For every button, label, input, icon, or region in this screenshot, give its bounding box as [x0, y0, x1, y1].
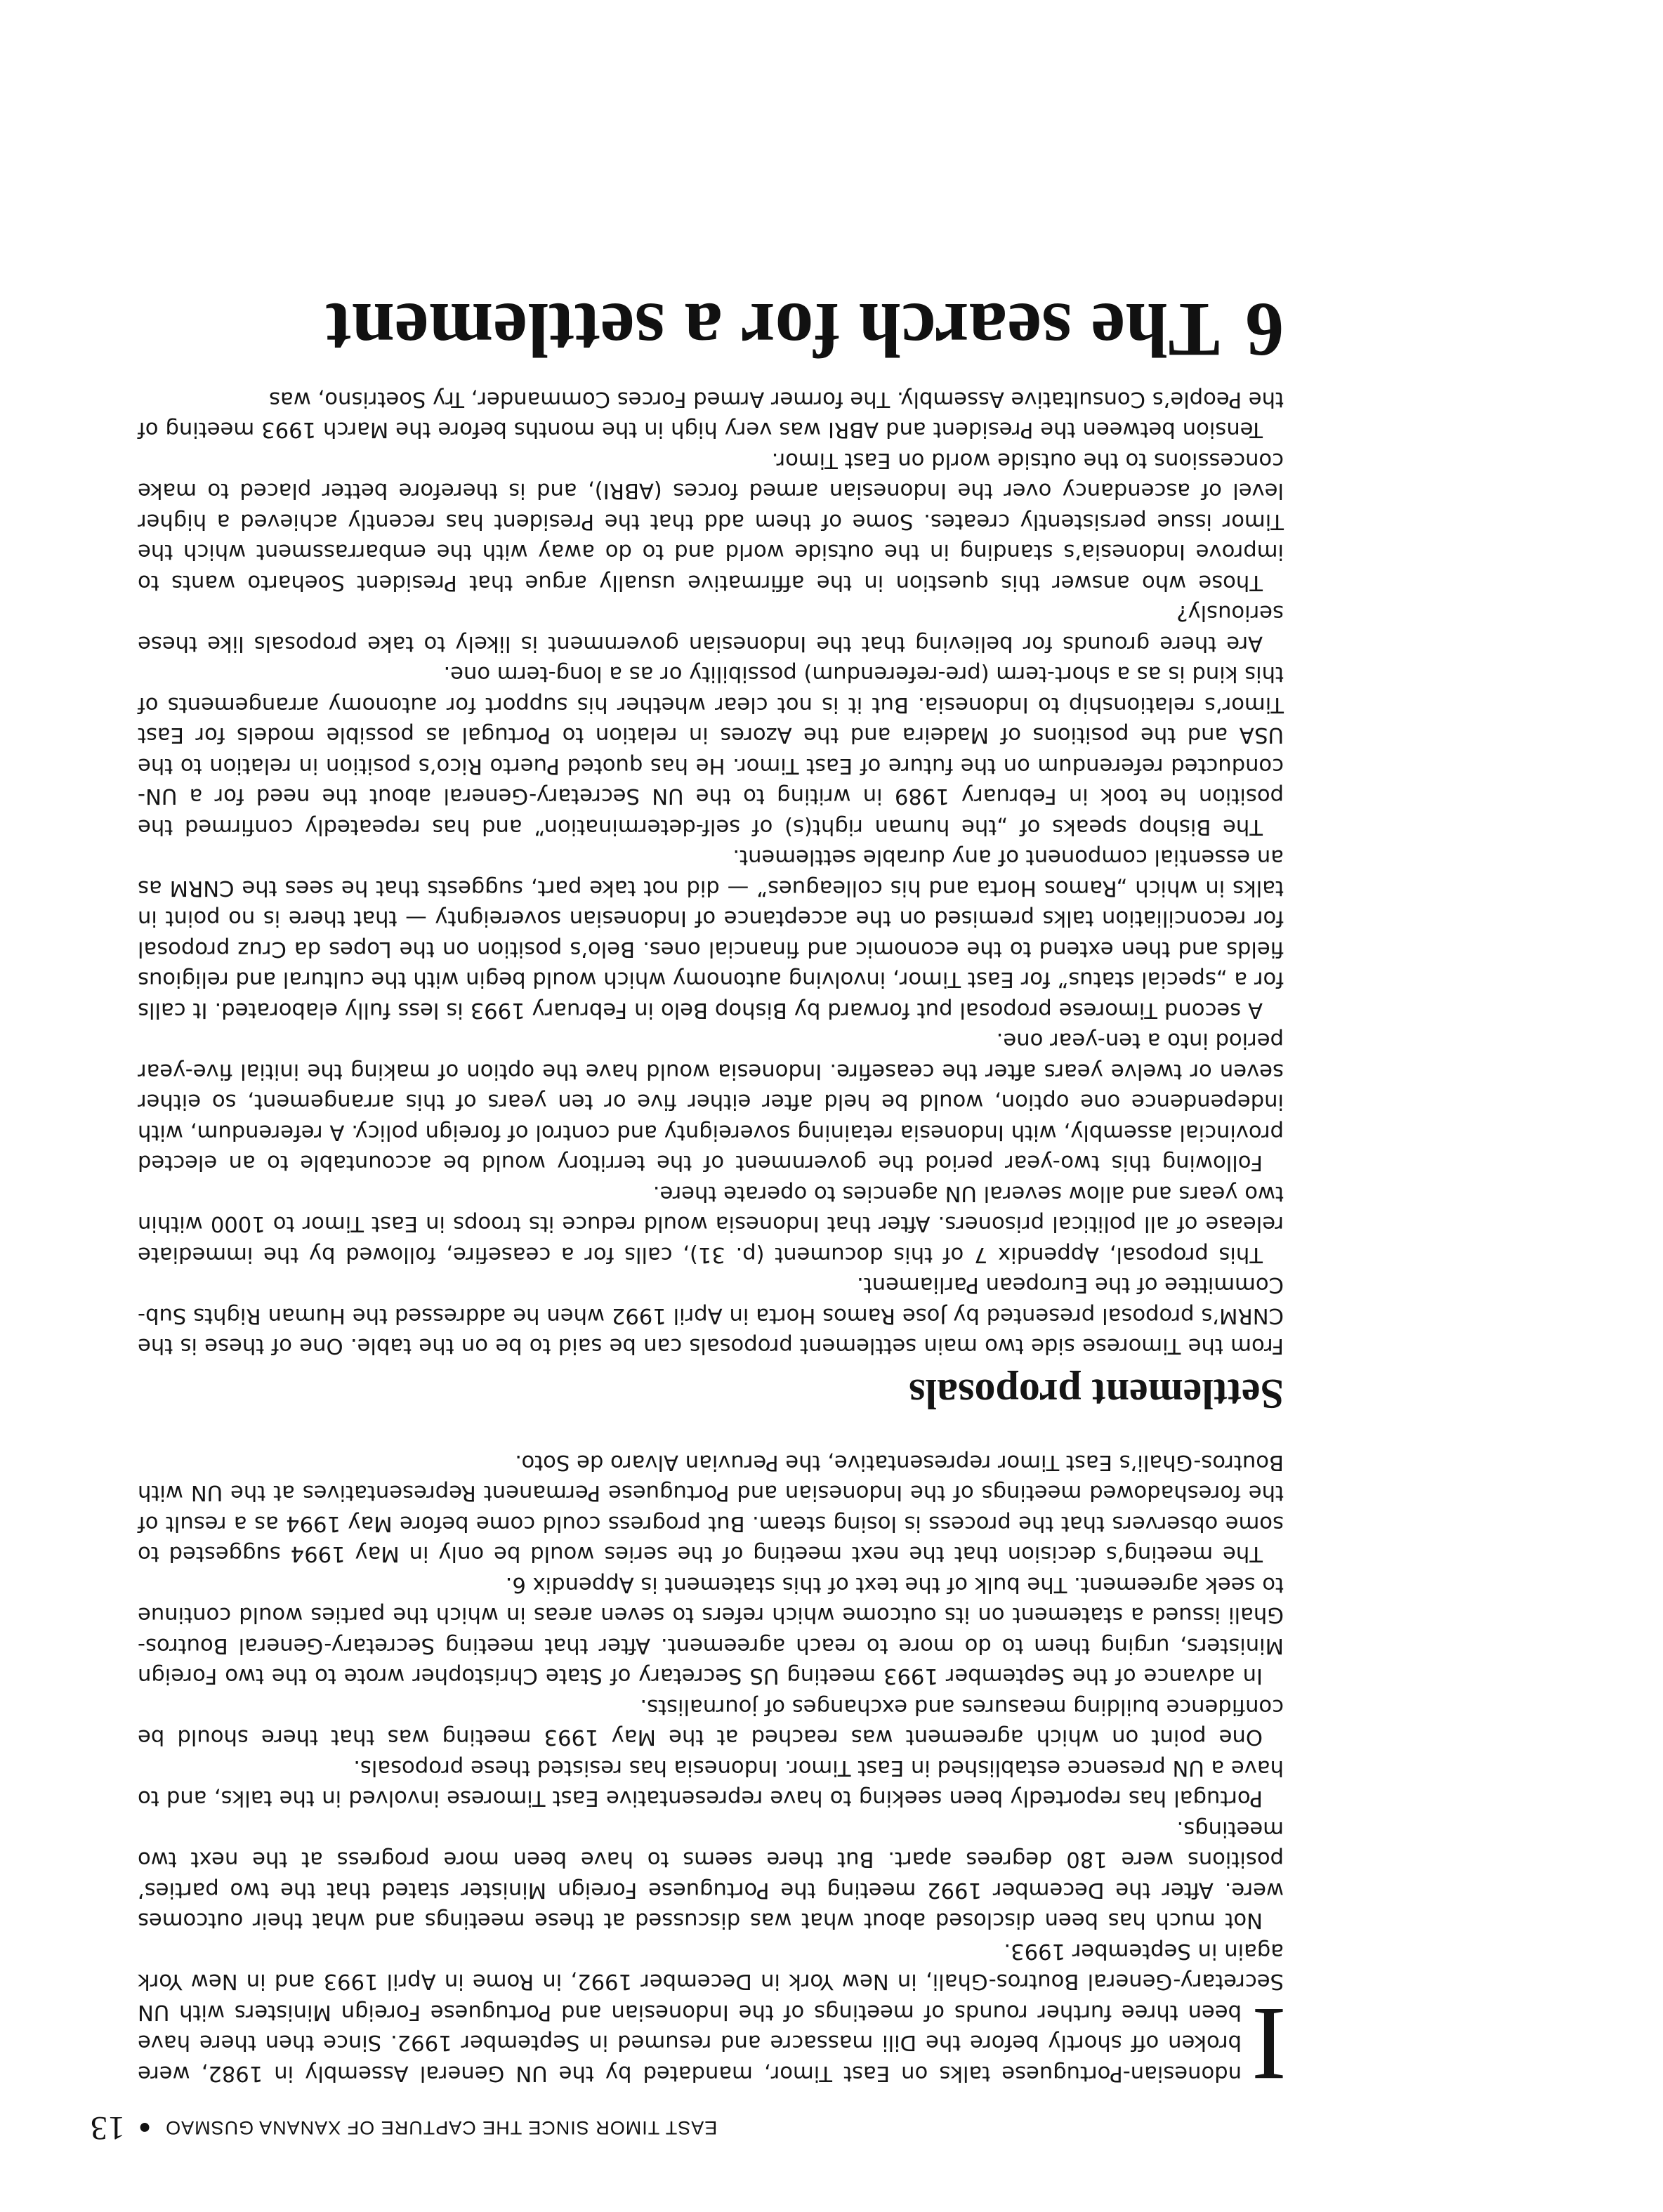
paragraph: This proposal, Appendix 7 of this document (p. 31), calls for a ceasefire, followed by the immediate release of all political prisoners. After that Indonesia would reduce its troops in East Timor to 1000 within two years and allow several UN agencies to operate there. [138, 1181, 1284, 1267]
paragraph: Tension between the President and ABRI was very high in the months before the March 1993 meeting of the People’s Consultative Assembly. The former Armed Forces Commander, Try Soetrisno, was [138, 387, 1284, 442]
chapter-title [326, 288, 1284, 372]
paragraph: Following this two-year period the government of the territory would be accountable to an elected provincial assembly, with Indonesia retaining sovereignty and control of foreign policy. A referendum, with independence one option, would be held after either five or ten years of this arrangement, so either seven or twelve years after the ceasefire. Indonesia would have the option of making the initial five-year period into a ten-year one. [138, 1028, 1284, 1176]
section-heading: Settlement proposals [909, 1371, 1284, 1418]
paragraph [138, 1936, 1287, 2102]
running-header [90, 2109, 1284, 2147]
paragraph: One point on which agreement was reached at the May 1993 meeting was that there should be confidence building measures and exchanges of journalists. [138, 1694, 1284, 1750]
paragraph: Those who answer this question in the affirmative usually argue that President Soeharto wants to improve Indonesia’s standing in the outside world and to do away with the embarrassment which the Timor issue persistently creates. Some of them add that the President has recently achieved a higher level of ascendancy over the Indonesian armed forces (ABRI), and is therefore better placed to make concessions to the outside world on East Timor. [138, 448, 1284, 595]
paragraph: The meeting’s decision that the next meeting of the series would be only in May 1994 suggested to some observers that the process is losing steam. But progress could come before May 1994 as a result of the foreshadowed meetings of the Indonesian and Portuguese Permanent Representatives at the UN with Boutros-Ghali’s East Timor representative, the Peruvian Alvaro de Soto. [138, 1450, 1284, 1567]
paragraph: A second Timorese proposal put forward by Bishop Belo in February 1993 is less fully elaborated. It calls for a „special status” for East Timor, involving autonomy which would begin with the cultural and religious fields and then extend to the economic and financial ones. Belo’s position on the Lopes da Cruz proposal for reconciliation talks premised on the acceptance of Indonesian sovereignty — that there is no point in talks in which „Ramos Horta and his colleagues” — did not take part, suggests that he sees the CNRM as an essential component of any durable settlement. [138, 845, 1284, 1022]
paragraph-text: ndonesian-Portuguese talks on East Timor, mandated by the UN General Assembly in 1982, were broken off shortly before the Dili massacre and resumed in September 1992. Since then there have been three further rounds of meetings of the Indonesian and Portuguese Foreign Ministers with UN Secretary-General Boutros-Ghali, in New York in December 1992, in Rome in April 1993 and in New York again in September 1993. [138, 1939, 1284, 2086]
chapter-title-text: The search for a settlement [326, 287, 1220, 373]
chapter-number: 6 [1245, 287, 1284, 373]
paragraph: Not much has been disclosed about what was discussed at these meetings and what their outcomes were. After the December 1992 meeting the Portuguese Foreign Minister stated that the two parties’ positions were 180 degrees apart. But there seems to have been more progress at the next two meetings. [138, 1817, 1284, 1933]
paragraph: From the Timorese side two main settlement proposals can be said to be on the table. One of these is the CNRM’s proposal presented by Jose Ramos Horta in April 1992 when he addressed the Human Rights Sub-Committee of the European Parliament. [138, 1272, 1284, 1359]
body-text [138, 384, 1287, 2102]
running-title: EAST TIMOR SINCE THE CAPTURE OF XANANA GUSMAO [165, 2117, 718, 2138]
paragraph: In advance of the September 1993 meeting US Secretary of State Christopher wrote to the two Foreign Ministers, urging them to do more to reach agreement. After that meeting Secretary-General Boutros-Ghali issued a statement on its outcome which refers to seven areas in which the parties would continue to seek agreement. The bulk of the text of this statement is Appendix 6. [138, 1572, 1284, 1689]
page-number: 13 [90, 2109, 125, 2147]
paragraph: Portugal has reportedly been seeking to have representative East Timorese involved in the talks, and to have a UN presence established in East Timor. Indonesia has resisted these proposals. [138, 1756, 1284, 1811]
header-bullet: ● [138, 2116, 152, 2140]
paragraph: Are there grounds for believing that the Indonesian government is likely to take proposals like these seriously? [138, 600, 1284, 656]
drop-cap: I [1251, 1986, 1287, 2102]
paragraph: The Bishop speaks of „the human right(s) of self-determination” and has repeatedly confirmed the position he took in February 1989 in writing to the UN Secretary-General about the need for a UN-conducted referendum on the future of East Timor. He has quoted Puerto Rico’s position in relation to the USA and the positions of Madeira and the Azores in relation to Portugal as possible models for East Timor’s relationship to Indonesia. But it is not clear whether his support for autonomy arrangements of this kind is as a short-term (pre-referendum) possibility or as a long-term one. [138, 661, 1284, 839]
